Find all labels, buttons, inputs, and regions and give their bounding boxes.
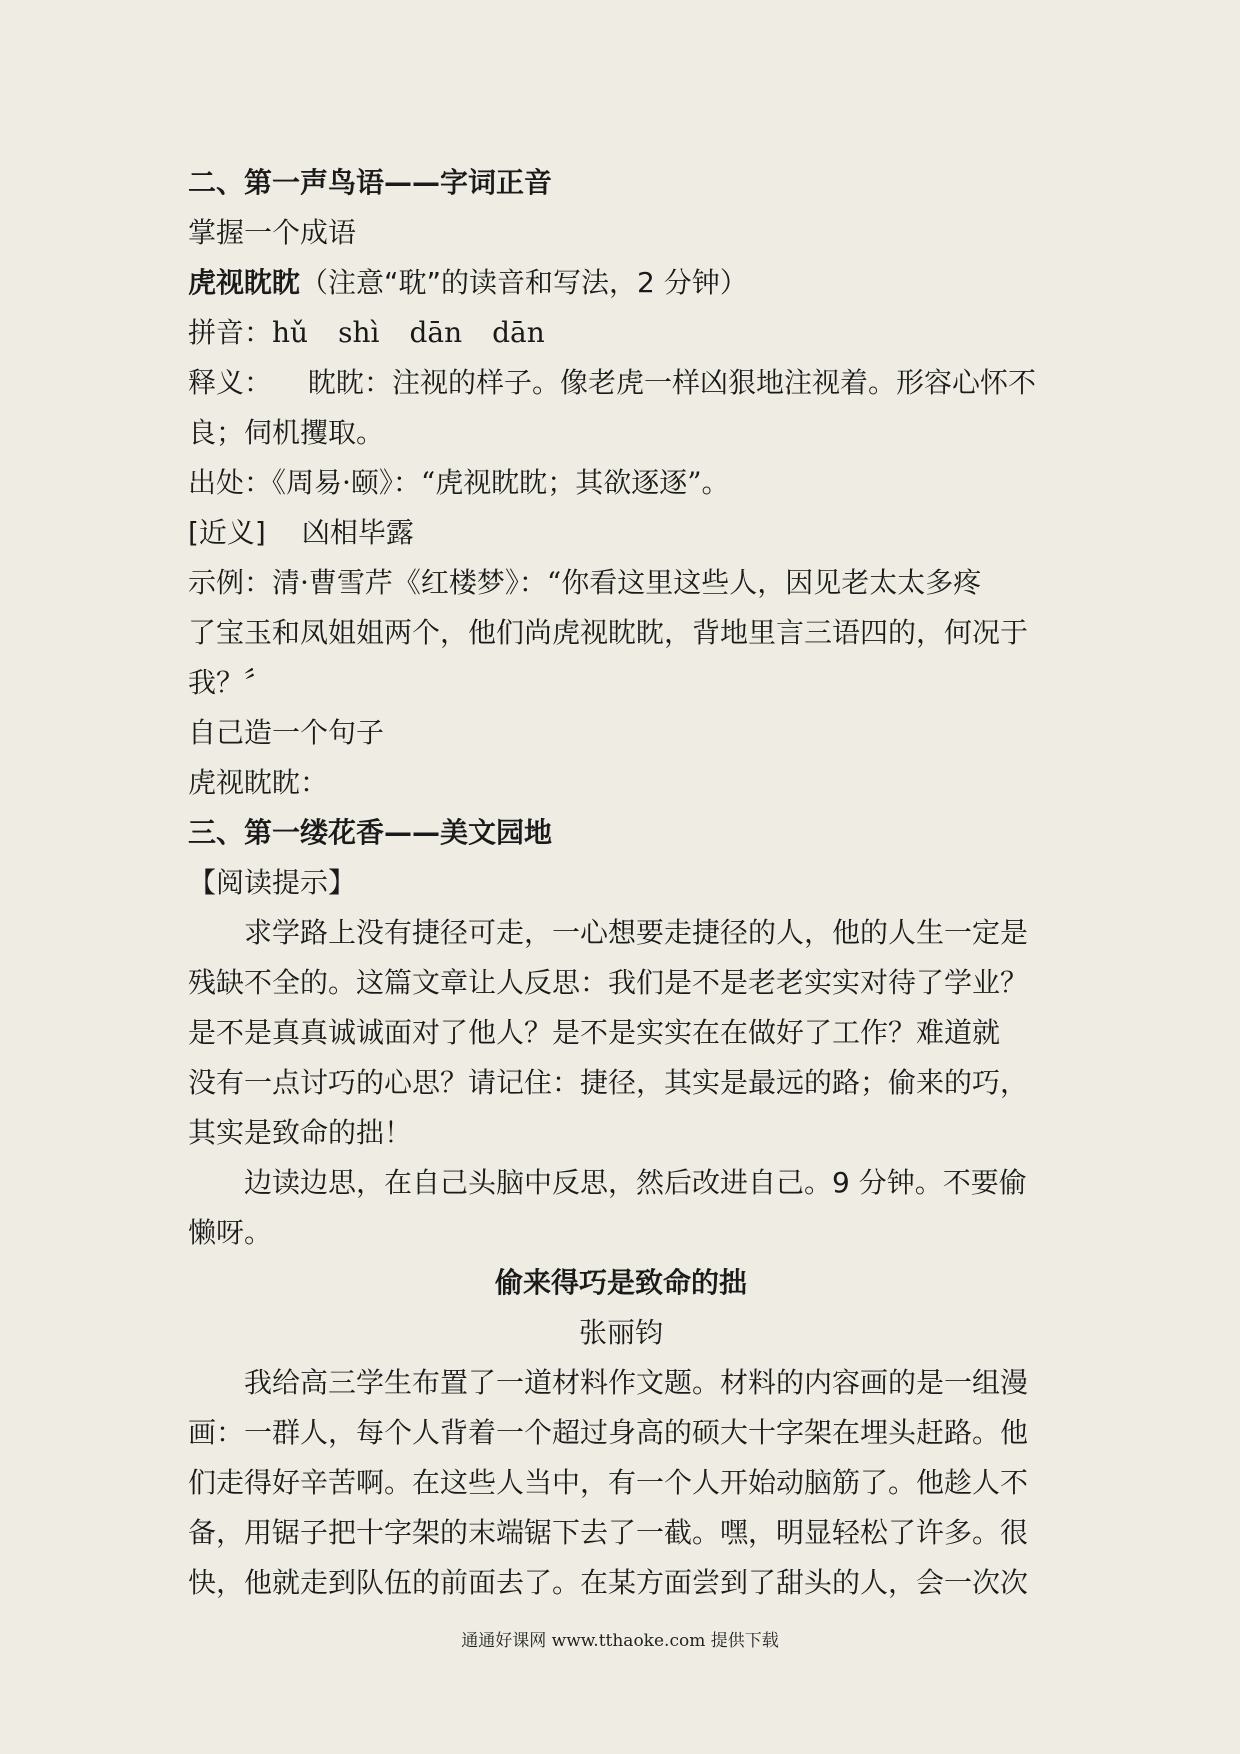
section-2-subheading: 掌握一个成语: [188, 216, 357, 249]
meaning-label: 释义：: [188, 366, 273, 399]
synonym-line: [188, 508, 1054, 558]
source-line: [188, 458, 1054, 508]
source-label: 出处：: [188, 466, 273, 499]
pinyin-syllable: shì: [338, 316, 380, 349]
hint-line: 懒呀。: [188, 1216, 273, 1249]
pinyin-label: 拼音：: [188, 316, 273, 349]
article-body: [188, 1358, 1054, 1608]
reading-hint-paragraph-2: [188, 1158, 1054, 1258]
article-title: 偷来得巧是致命的拙: [494, 1266, 747, 1299]
article-author: 张丽钧: [578, 1316, 663, 1349]
hint-line: 是不是真真诚诚面对了他人？是不是实实在在做好了工作？难道就: [188, 1016, 1001, 1049]
article-line: 快，他就走到队伍的前面去了。在某方面尝到了甜头的人，会一次次: [188, 1566, 1029, 1599]
pinyin-syllable: dān: [409, 316, 463, 349]
pinyin-syllable: dān: [492, 316, 545, 349]
hint-line: 边读边思，在自己头脑中反思，然后改进自己。9 分钟。不要偷: [244, 1166, 1027, 1199]
hint-line: 其实是致命的拙！: [188, 1116, 413, 1149]
article-line: 画：一群人，每个人背着一个超过身高的硕大十字架在埋头赶路。他: [188, 1416, 1029, 1449]
idiom-term: 虎视眈眈: [188, 266, 301, 299]
section-2-heading: 二、第一声鸟语——字词正音: [188, 166, 553, 199]
make-sentence-label: 自己造一个句子: [188, 716, 385, 749]
meaning-line-2: 良；伺机攫取。: [188, 416, 385, 449]
synonym-text: 凶相毕露: [301, 516, 414, 549]
meaning-line-1: [188, 358, 1054, 408]
hint-line: 残缺不全的。这篇文章让人反思：我们是不是老老实实对待了学业？: [188, 966, 1029, 999]
hint-line: 没有一点讨巧的心思？请记住：捷径，其实是最远的路；偷来的巧，: [188, 1066, 1029, 1099]
meaning-text: 眈眈：注视的样子。像老虎一样凶狠地注视着。形容心怀不: [308, 366, 1037, 399]
pinyin-line: [188, 308, 1054, 358]
article-line: 们走得好辛苦啊。在这些人当中，有一个人开始动脑筋了。他趁人不: [188, 1466, 1029, 1499]
synonym-label: [近义]: [188, 516, 266, 549]
idiom-note: （注意“耽”的读音和写法，2 分钟）: [300, 266, 748, 299]
example-line-2: 了宝玉和凤姐姐两个，他们尚虎视眈眈，背地里言三语四的，何况于: [188, 616, 1029, 649]
document-page: [188, 158, 1054, 1608]
reading-hint-label: 【阅读提示】: [188, 866, 357, 899]
section-3-heading: 三、第一缕花香——美文园地: [188, 816, 553, 849]
page-footer: 通通好课网 www.tthaoke.com 提供下载: [461, 1631, 779, 1651]
example-line-3: 我？〞: [188, 666, 273, 699]
example-line-1: 示例：清·曹雪芹《红楼梦》：“你看这里这些人，因见老太太多疼: [188, 566, 982, 599]
sentence-prompt: 虎视眈眈：: [188, 766, 329, 799]
article-line: 我给高三学生布置了一道材料作文题。材料的内容画的是一组漫: [244, 1366, 1029, 1399]
article-line: 备，用锯子把十字架的末端锯下去了一截。嘿，明显轻松了许多。很: [188, 1516, 1029, 1549]
source-text: 《周易·颐》：“虎视眈眈；其欲逐逐”。: [272, 466, 730, 499]
idiom-line: [188, 258, 1054, 308]
hint-line: 求学路上没有捷径可走，一心想要走捷径的人，他的人生一定是: [244, 916, 1029, 949]
pinyin-syllable: hǔ: [272, 316, 309, 349]
reading-hint-paragraph-1: [188, 908, 1054, 1158]
